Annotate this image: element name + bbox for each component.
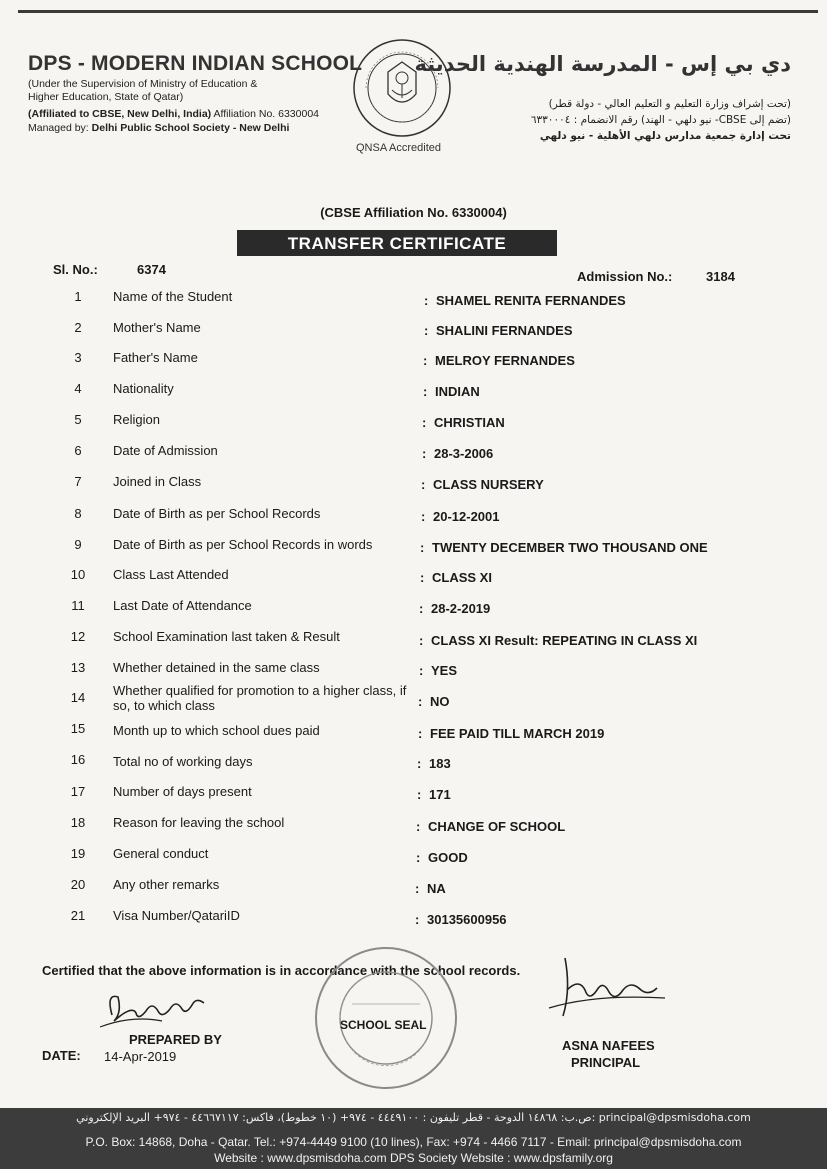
field-value: NA (427, 881, 446, 896)
field-colon: : (416, 819, 421, 834)
cbse-affiliation: (CBSE Affiliation No. 6330004) (320, 205, 507, 220)
field-value: CLASS XI Result: REPEATING IN CLASS XI (431, 633, 698, 648)
field-label: Religion (113, 412, 160, 427)
field-colon: : (418, 726, 423, 741)
field-value: 183 (429, 756, 451, 771)
field-label: Father's Name (113, 350, 198, 365)
field-value: 30135600956 (427, 912, 507, 927)
managed-by-value: Delhi Public School Society - New Delhi (91, 122, 290, 134)
field-number: 1 (74, 289, 82, 304)
field-value: 28-3-2006 (434, 446, 494, 461)
school-name-english: DPS - MODERN INDIAN SCHOOL (28, 52, 363, 75)
supervision-line-1: (Under the Supervision of Ministry of Education & (28, 78, 258, 90)
date-value: 14-Apr-2019 (104, 1049, 177, 1064)
field-number: 21 (70, 908, 86, 923)
field-label: Any other remarks (113, 877, 220, 892)
field-colon: : (420, 570, 425, 585)
field-colon: : (424, 323, 429, 338)
serial-number-label: Sl. No.: (53, 262, 98, 277)
field-colon: : (420, 540, 425, 555)
admission-number: 3184 (706, 269, 735, 284)
footer-contact: P.O. Box: 14868, Doha - Qatar. Tel.: +974-4449 9100 (10 lines), Fax: +974 - 4466 7117 - Email: principal@dpsmisdoha.com (85, 1135, 742, 1149)
field-number: 4 (74, 381, 82, 396)
field-number: 11 (71, 598, 85, 613)
field-label: Nationality (113, 381, 174, 396)
field-number: 18 (70, 815, 86, 830)
field-number: 16 (70, 752, 86, 767)
field-number: 2 (74, 320, 82, 335)
field-colon: : (418, 694, 423, 709)
field-value: GOOD (428, 850, 468, 865)
affiliation-number: Affiliation No. 6330004 (213, 108, 319, 120)
field-label: Last Date of Attendance (113, 598, 252, 613)
school-seal-label: SCHOOL SEAL (340, 1018, 427, 1032)
principal-name: ASNA NAFEES (562, 1038, 655, 1053)
field-number: 12 (70, 629, 86, 644)
field-label: Date of Birth as per School Records in words (113, 537, 373, 552)
field-label: Visa Number/QatariID (113, 908, 240, 923)
field-label: Month up to which school dues paid (113, 723, 320, 738)
field-colon: : (423, 384, 428, 399)
footer-websites: Website : www.dpsmisdoha.com DPS Society Website : www.dpsfamily.org (214, 1151, 613, 1165)
arabic-line-3: تحت إدارة جمعية مدارس دلهي الأهلية - نيو دلهي (539, 130, 791, 142)
field-colon: : (419, 663, 424, 678)
supervision-line-2: Higher Education, State of Qatar) (28, 91, 184, 103)
field-number: 20 (70, 877, 86, 892)
field-value: SHALINI FERNANDES (436, 323, 573, 338)
field-label: Reason for leaving the school (113, 815, 285, 830)
field-colon: : (424, 293, 429, 308)
field-value: YES (431, 663, 458, 678)
field-colon: : (417, 756, 422, 771)
field-value: MELROY FERNANDES (435, 353, 575, 368)
field-colon: : (419, 601, 424, 616)
principal-signature (545, 950, 675, 1028)
field-label: Whether qualified for promotion to a higher class, if so, to which class (113, 683, 407, 713)
footer-arabic-contact: ص.ب: ١٤٨٦٨ الدوحة - قطر تليفون : ٤٤٤٩١٠٠ - ٩٧٤+ (١٠ خطوط)، فاكس: ٤٤٦٦٧١١٧ - ٩٧٤+ البريد الإلكتروني: principal@dpsmisdoha.com (76, 1111, 751, 1124)
affiliated-text: (Affiliated to CBSE, New Delhi, India) (28, 108, 212, 120)
field-colon: : (421, 477, 426, 492)
field-value: 20-12-2001 (433, 509, 500, 524)
arabic-line-2: (تضم إلى CBSE- نيو دلهي - الهند) رقم الانضمام : ٦٣٣٠٠٠٤ (530, 114, 791, 126)
field-label: Date of Birth as per School Records (113, 506, 321, 521)
field-value: FEE PAID TILL MARCH 2019 (430, 726, 605, 741)
field-value: TWENTY DECEMBER TWO THOUSAND ONE (432, 540, 708, 555)
field-colon: : (422, 446, 427, 461)
field-number: 19 (70, 846, 86, 861)
date-label: DATE: (42, 1048, 81, 1063)
field-number: 3 (74, 350, 82, 365)
certification-statement: Certified that the above information is in accordance with the school records. (42, 963, 521, 978)
admission-number-label: Admission No.: (577, 269, 673, 284)
field-number: 10 (70, 567, 86, 582)
field-number: 7 (74, 474, 82, 489)
field-colon: : (417, 787, 422, 802)
field-label: Name of the Student (113, 289, 233, 304)
field-number: 17 (70, 784, 86, 799)
managed-by-line (28, 122, 289, 135)
arabic-line-1: (تحت إشراف وزارة التعليم و التعليم العالي - دولة قطر) (548, 98, 791, 110)
certificate-title: TRANSFER CERTIFICATE (237, 230, 557, 256)
qnsa-accredited: QNSA Accredited (356, 142, 441, 154)
school-name-arabic: دي بي إس - المدرسة الهندية الحديثة (414, 52, 791, 76)
field-value: 171 (429, 787, 451, 802)
field-label: Total no of working days (113, 754, 253, 769)
field-value: CHANGE OF SCHOOL (428, 819, 566, 834)
field-value: CHRISTIAN (434, 415, 505, 430)
field-colon: : (415, 912, 420, 927)
field-label: Whether detained in the same class (113, 660, 320, 675)
field-value: INDIAN (435, 384, 480, 399)
field-colon: : (415, 881, 420, 896)
affiliation-line (28, 108, 319, 121)
prepared-by-signature (92, 985, 222, 1033)
field-number: 6 (74, 443, 82, 458)
field-number: 13 (70, 660, 86, 675)
field-label: Class Last Attended (113, 567, 229, 582)
footer-band (0, 1108, 827, 1169)
field-label: Date of Admission (113, 443, 218, 458)
field-number: 5 (74, 412, 82, 427)
principal-title: PRINCIPAL (571, 1055, 641, 1070)
field-colon: : (423, 353, 428, 368)
serial-number: 6374 (137, 262, 166, 277)
field-colon: : (416, 850, 421, 865)
field-value: CLASS NURSERY (433, 477, 544, 492)
managed-by-label: Managed by: (28, 122, 89, 134)
field-number: 14 (70, 690, 86, 705)
field-number: 8 (74, 506, 82, 521)
field-value: NO (430, 694, 450, 709)
field-label: Joined in Class (113, 474, 202, 489)
field-value: SHAMEL RENITA FERNANDES (436, 293, 626, 308)
field-value: CLASS XI (432, 570, 492, 585)
field-label: Number of days present (113, 784, 252, 799)
field-colon: : (422, 415, 427, 430)
field-label: Mother's Name (113, 320, 201, 335)
field-number: 9 (74, 537, 82, 552)
field-colon: : (419, 633, 424, 648)
field-label: School Examination last taken & Result (113, 629, 340, 644)
prepared-by-label: PREPARED BY (129, 1032, 222, 1047)
field-label: General conduct (113, 846, 209, 861)
field-colon: : (421, 509, 426, 524)
field-value: 28-2-2019 (431, 601, 491, 616)
field-number: 15 (70, 721, 86, 736)
